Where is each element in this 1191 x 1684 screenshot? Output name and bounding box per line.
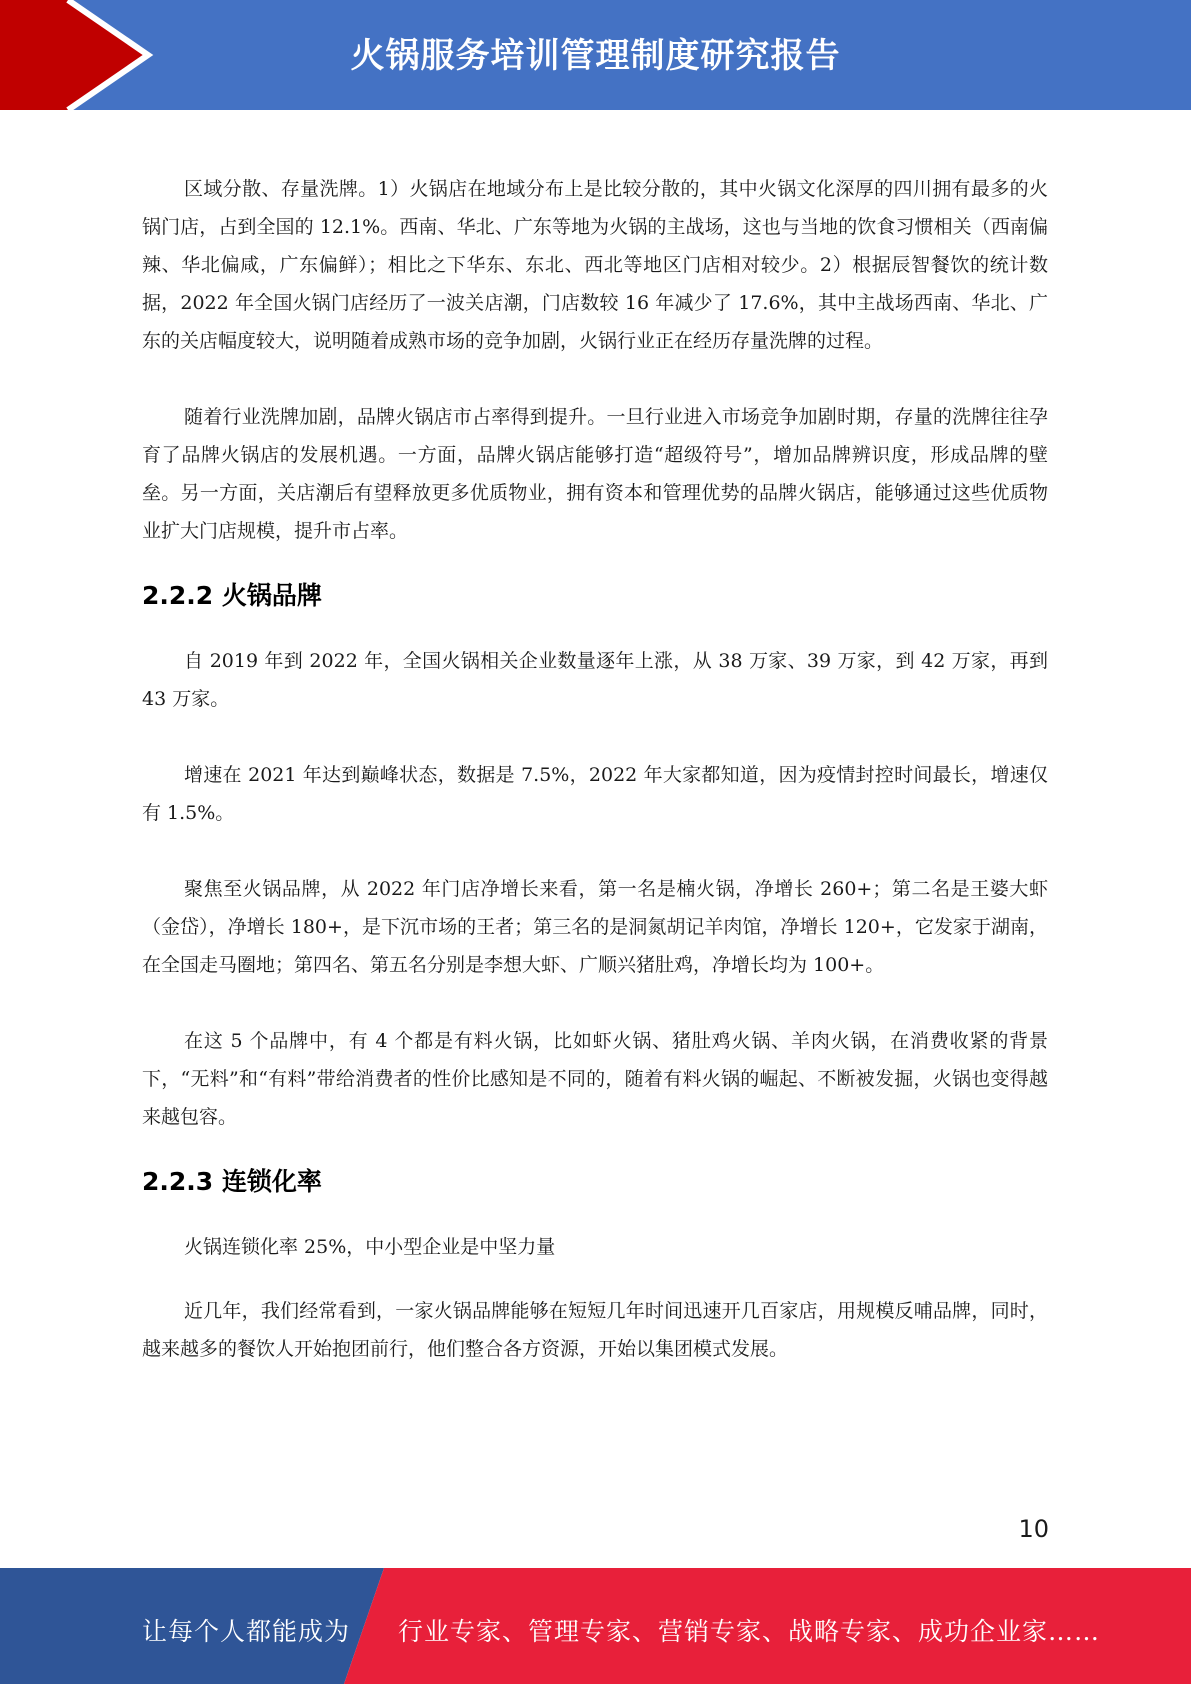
paragraph: 增速在 2021 年达到巅峰状态，数据是 7.5%，2022 年大家都知道，因为疫情封控时间最长，增速仅有 1.5%。	[142, 764, 1048, 824]
footer-slogan-right: 行业专家、管理专家、营销专家、战略专家、成功企业家……	[398, 1617, 1101, 1646]
document-title: 火锅服务培训管理制度研究报告	[350, 36, 841, 76]
paragraph: 随着行业洗牌加剧，品牌火锅店市占率得到提升。一旦行业进入市场竞争加剧时期，存量的洗牌往往孕育了品牌火锅店的发展机遇。一方面，品牌火锅店能够打造“超级符号”，增加品牌辨识度，形成品牌的壁垒。另一方面，关店潮后有望释放更多优质物业，拥有资本和管理优势的品牌火锅店，能够通过这些优质物业扩大门店规模，提升市占率。	[142, 406, 1048, 542]
paragraph: 聚焦至火锅品牌，从 2022 年门店净增长来看，第一名是楠火锅，净增长 260+；第二名是王婆大虾（金岱），净增长 180+，是下沉市场的王者；第三名的是洞氮胡记羊肉馆，净增长 120+，它发家于湖南，在全国走马圈地；第四名、第五名分别是李想大虾、广顺兴猪肚鸡，净增长均为 100+。	[142, 878, 1048, 976]
footer-slogan-left: 让每个人都能成为	[142, 1617, 351, 1646]
paragraph: 自 2019 年到 2022 年，全国火锅相关企业数量逐年上涨，从 38 万家、39 万家，到 42 万家，再到 43 万家。	[142, 650, 1048, 710]
page-footer	[0, 1568, 1191, 1684]
paragraph: 火锅连锁化率 25%，中小型企业是中坚力量	[184, 1236, 556, 1258]
paragraph: 近几年，我们经常看到，一家火锅品牌能够在短短几年时间迅速开几百家店，用规模反哺品牌，同时，越来越多的餐饮人开始抱团前行，他们整合各方资源，开始以集团模式发展。	[142, 1300, 1048, 1360]
paragraph: 在这 5 个品牌中，有 4 个都是有料火锅，比如虾火锅、猪肚鸡火锅、羊肉火锅，在消费收紧的背景下，“无料”和“有料”带给消费者的性价比感知是不同的，随着有料火锅的崛起、不断被发掘，火锅也变得越来越包容。	[142, 1030, 1048, 1128]
page-header	[0, 0, 1191, 110]
section-heading: 2.2.3 连锁化率	[142, 1167, 322, 1196]
section-heading: 2.2.2 火锅品牌	[142, 581, 322, 610]
paragraph: 区域分散、存量洗牌。1）火锅店在地域分布上是比较分散的，其中火锅文化深厚的四川拥有最多的火锅门店，占到全国的 12.1%。西南、华北、广东等地为火锅的主战场，这也与当地的饮食习惯相关（西南偏辣、华北偏咸，广东偏鲜）；相比之下华东、东北、西北等地区门店相对较少。2）根据辰智餐饮的统计数据，2022 年全国火锅门店经历了一波关店潮，门店数较 16 年减少了 17.6%，其中主战场西南、华北、广东的关店幅度较大，说明随着成熟市场的竞争加剧，火锅行业正在经历存量洗牌的过程。	[142, 178, 1048, 352]
page-number: 10	[1018, 1515, 1049, 1543]
page-content	[142, 170, 1048, 1368]
